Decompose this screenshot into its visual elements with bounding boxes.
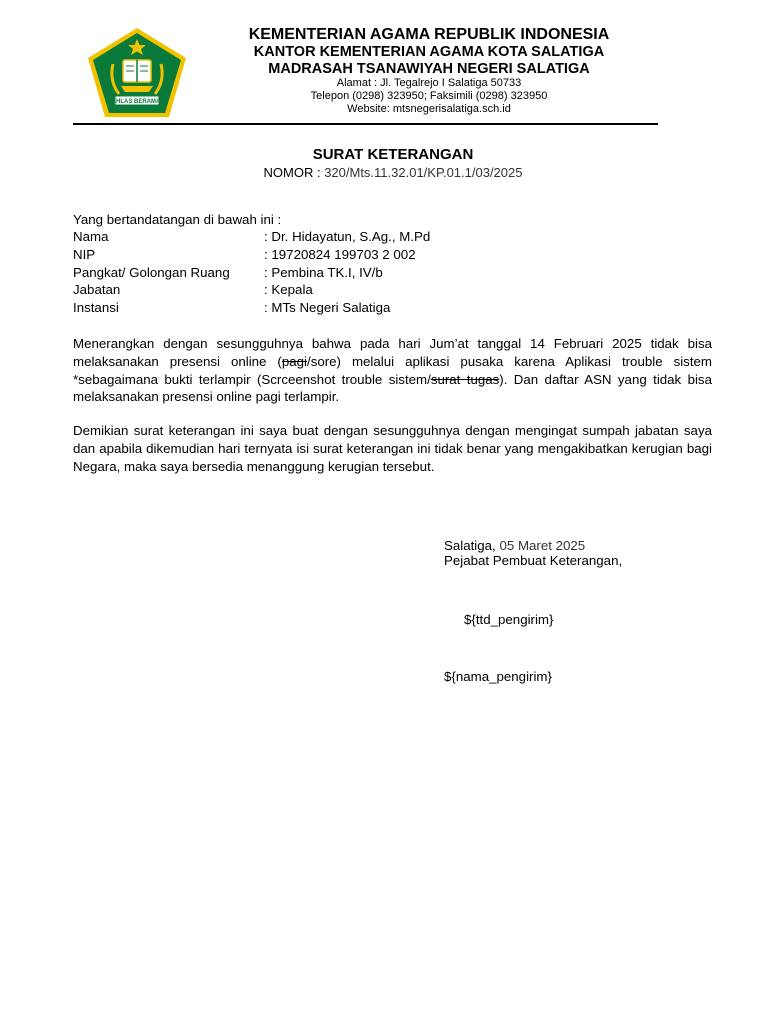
website-line: Website: mtsnegerisalatiga.sch.id: [347, 103, 511, 115]
ministry-name: KEMENTERIAN AGAMA REPUBLIK INDONESIA: [248, 26, 610, 43]
field-value: : Pembina TK.I, IV/b: [264, 264, 383, 280]
field-label: NIP: [73, 246, 96, 262]
letter-number-label: NOMOR: [263, 165, 314, 180]
struck-text: pagi: [281, 353, 307, 369]
signature-placeholder: ${ttd_pengirim}: [464, 612, 554, 627]
signer-name-placeholder: ${nama_pengirim}: [444, 669, 552, 684]
signatory-details: [73, 228, 430, 317]
field-row-jabatan: [73, 281, 430, 299]
statement-paragraph: [73, 335, 712, 406]
field-value: : Kepala: [264, 282, 313, 298]
letter-title: SURAT KETERANGAN: [312, 146, 474, 163]
letterhead: [200, 26, 658, 115]
field-value: : Dr. Hidayatun, S.Ag., M.Pd: [264, 229, 431, 244]
struck-text: surat tugas: [430, 371, 500, 387]
field-label: Pangkat/ Golongan Ruang: [73, 264, 230, 280]
signature-place: Salatiga,: [444, 538, 496, 553]
phone-line: Telepon (0298) 323950; Faksimili (0298) 323950: [310, 90, 548, 102]
field-row-pangkat: [73, 264, 430, 282]
signature-date: 05 Maret 2025: [499, 538, 586, 553]
field-label: Jabatan: [73, 282, 121, 298]
address-line: Alamat : Jl. Tegalrejo I Salatiga 50733: [336, 77, 522, 89]
school-name: MADRASAH TSANAWIYAH NEGERI SALATIGA: [268, 60, 590, 77]
field-row-instansi: [73, 299, 430, 317]
field-label: Instansi: [73, 300, 119, 316]
declaration-paragraph: Demikian surat keterangan ini saya buat dengan sesungguhnya dengan mengingat sumpah jabatan saya dan apabila dikemudian hari ternyata isi surat keterangan ini tidak benar yang mengakibatkan kerugian bagi Negara, maka saya bersedia menanggung kerugian tersebut.: [73, 423, 712, 474]
letter-number: NOMOR : 320/Mts.11.32.01/KP.01.1/03/2025: [263, 165, 523, 180]
signature-role: Pejabat Pembuat Keterangan,: [444, 553, 623, 568]
field-label: Nama: [73, 229, 109, 244]
statement-text: Menerangkan dengan sesungguhnya bahwa pada hari Jum’at tanggal 14 Februari 2025 tidak bisa melaksanakan presensi online (: [73, 336, 712, 369]
field-value: : MTs Negeri Salatiga: [264, 300, 391, 316]
field-row-nama: [73, 228, 430, 246]
statement-text: ). Dan daftar ASN yang tidak bisa melaksanakan presensi online pagi terlampir.: [73, 371, 712, 405]
field-row-nip: [73, 246, 430, 264]
field-value: : 19720824 199703 2 002: [264, 246, 416, 262]
office-name: KANTOR KEMENTERIAN AGAMA KOTA SALATIGA: [253, 44, 605, 60]
letterhead-divider: [73, 123, 658, 125]
kemenag-logo: [85, 26, 189, 120]
letter-number-value: 320/Mts.11.32.01/KP.01.1/03/2025: [324, 165, 523, 180]
statement-text: /sore) melalui aplikasi pusaka karena Aplikasi trouble sistem *sebagaimana bukti terlampir (Scrceenshot trouble sistem/: [73, 353, 712, 387]
intro-text: Yang bertandatangan di bawah ini :: [73, 212, 282, 227]
logo-banner-text: IKHLAS BERAMAL: [110, 99, 164, 105]
